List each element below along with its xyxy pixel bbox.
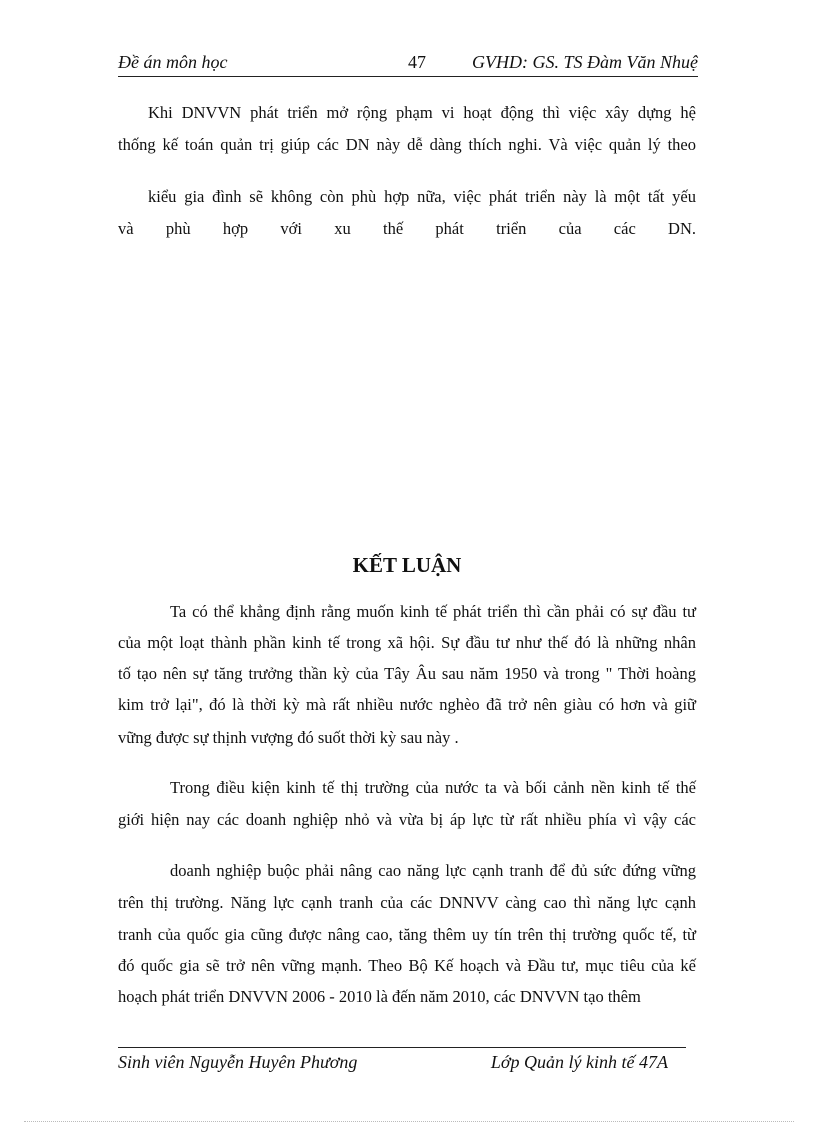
paragraph-line: tố tạo nên sự tăng trưởng thần kỳ của Tây Âu sau năm 1950 và trong " Thời hoàng bbox=[118, 664, 696, 683]
paragraph-line: thống kế toán quản trị giúp các DN này dễ dàng thích nghi. Và việc quản lý theo bbox=[118, 135, 696, 154]
paragraph-line: Ta có thể khẳng định rằng muốn kinh tế phát triển thì cần phải có sự đầu tư bbox=[170, 602, 696, 621]
footer-class: Lớp Quản lý kinh tế 47A bbox=[490, 1052, 668, 1072]
paragraph-line: Trong điều kiện kinh tế thị trường của nước ta và bối cảnh nền kinh tế thế bbox=[170, 778, 696, 797]
header-instructor: GVHD: GS. TS Đàm Văn Nhuệ bbox=[472, 52, 698, 72]
paragraph-line: doanh nghiệp buộc phải nâng cao năng lực cạnh tranh để đủ sức đứng vững bbox=[170, 861, 696, 880]
paragraph-line: Khi DNVVN phát triển mở rộng phạm vi hoạt động thì việc xây dựng hệ bbox=[148, 103, 696, 122]
page-header bbox=[118, 52, 698, 77]
paragraph-line: trên thị trường. Năng lực cạnh tranh của các DNNVV càng cao thì năng lực cạnh bbox=[118, 893, 696, 912]
footer-student: Sinh viên Nguyễn Huyên Phương bbox=[118, 1052, 358, 1072]
paragraph-line: tranh của quốc gia cũng được nâng cao, tăng thêm uy tín trên thị trường quốc tế, từ bbox=[118, 925, 696, 944]
paragraph-line: và phù hợp với xu thế phát triển của các DN. bbox=[118, 219, 696, 238]
paragraph-line: kiểu gia đình sẽ không còn phù hợp nữa, việc phát triển này là một tất yếu bbox=[148, 187, 696, 206]
paragraph-line: của một loạt thành phần kinh tế trong xã hội. Sự đầu tư như thế đó là những nhân bbox=[118, 633, 696, 652]
paragraph-line: hoạch phát triển DNVVN 2006 - 2010 là đến năm 2010, các DNVVN tạo thêm bbox=[118, 987, 641, 1006]
header-course: Đề án môn học bbox=[118, 52, 228, 72]
conclusion-title: KẾT LUẬN bbox=[352, 553, 462, 577]
paragraph-line: kim trở lại", đó là thời kỳ mà rất nhiều nước nghèo đã trở nên giàu có hơn và giữ bbox=[118, 695, 696, 714]
page-footer bbox=[118, 1047, 686, 1076]
page-number: 47 bbox=[408, 52, 426, 72]
page-bottom-divider bbox=[24, 1121, 794, 1122]
paragraph-line: giới hiện nay các doanh nghiệp nhỏ và vừa bị áp lực từ rất nhiều phía vì vậy các bbox=[118, 810, 696, 829]
paragraph-line: vững được sự thịnh vượng đó suốt thời kỳ sau này . bbox=[118, 728, 459, 747]
paragraph-line: đó quốc gia sẽ trở nên vững mạnh. Theo Bộ Kế hoạch và Đầu tư, mục tiêu của kế bbox=[118, 956, 696, 975]
